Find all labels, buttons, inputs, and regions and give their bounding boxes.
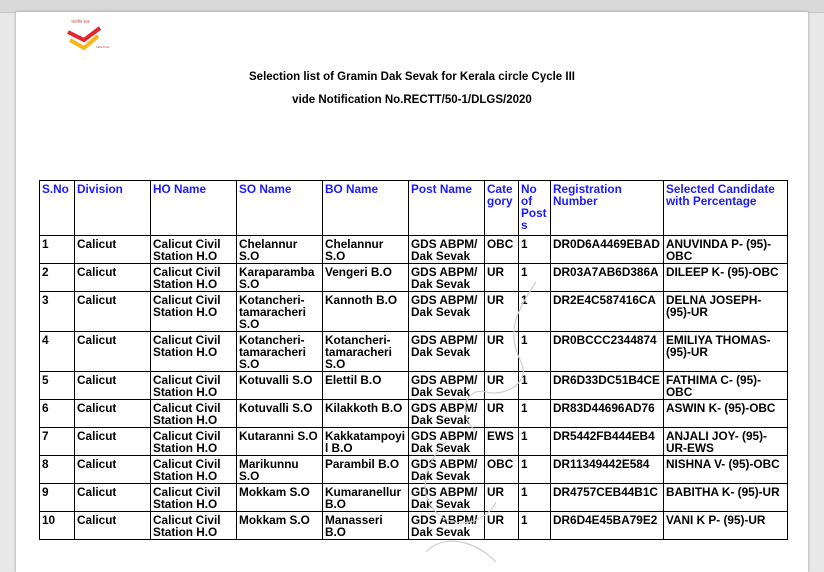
- header-post-name: Post Name: [409, 181, 485, 236]
- cell-post-name: GDS ABPM/ Dak Sevak: [409, 512, 485, 540]
- cell-bo-name: Kotancheri-tamaracheri S.O: [323, 332, 409, 372]
- cell-so-name: Kotuvalli S.O: [237, 372, 323, 400]
- document-page: [16, 12, 808, 572]
- cell-sno: 4: [40, 332, 75, 372]
- cell-no-of-posts: 1: [519, 264, 551, 292]
- cell-selected-candidate: EMILIYA THOMAS-(95)-UR: [664, 332, 788, 372]
- cell-sno: 3: [40, 292, 75, 332]
- cell-category: UR: [485, 332, 519, 372]
- cell-no-of-posts: 1: [519, 236, 551, 264]
- cell-so-name: Kotancheri-tamaracheri S.O: [237, 292, 323, 332]
- cell-bo-name: Elettil B.O: [323, 372, 409, 400]
- cell-post-name: GDS ABPM/ Dak Sevak: [409, 428, 485, 456]
- cell-division: Calicut: [75, 428, 151, 456]
- header-division: Division: [75, 181, 151, 236]
- cell-ho-name: Calicut Civil Station H.O: [151, 372, 237, 400]
- cell-sno: 2: [40, 264, 75, 292]
- cell-category: OBC: [485, 456, 519, 484]
- cell-post-name: GDS ABPM/ Dak Sevak: [409, 332, 485, 372]
- cell-division: Calicut: [75, 400, 151, 428]
- cell-selected-candidate: ASWIN K- (95)-OBC: [664, 400, 788, 428]
- cell-registration-number: DR83D44696AD76: [551, 400, 664, 428]
- table-header-row: [40, 181, 788, 236]
- cell-sno: 1: [40, 236, 75, 264]
- table-row: [40, 236, 788, 264]
- cell-sno: 8: [40, 456, 75, 484]
- header-ho-name: HO Name: [151, 181, 237, 236]
- header-so-name: SO Name: [237, 181, 323, 236]
- cell-so-name: Mokkam S.O: [237, 512, 323, 540]
- cell-registration-number: DR6D4E45BA79E2: [551, 512, 664, 540]
- cell-division: Calicut: [75, 484, 151, 512]
- cell-division: Calicut: [75, 236, 151, 264]
- cell-registration-number: DR03A7AB6D386A: [551, 264, 664, 292]
- cell-sno: 10: [40, 512, 75, 540]
- cell-category: UR: [485, 292, 519, 332]
- cell-bo-name: Kilakkoth B.O: [323, 400, 409, 428]
- cell-post-name: GDS ABPM/ Dak Sevak: [409, 264, 485, 292]
- cell-ho-name: Calicut Civil Station H.O: [151, 236, 237, 264]
- cell-sno: 7: [40, 428, 75, 456]
- cell-no-of-posts: 1: [519, 332, 551, 372]
- header-bo-name: BO Name: [323, 181, 409, 236]
- cell-registration-number: DR0BCCC2344874: [551, 332, 664, 372]
- header-sno: S.No: [40, 181, 75, 236]
- cell-registration-number: DR5442FB444EB4: [551, 428, 664, 456]
- cell-so-name: Marikunnu S.O: [237, 456, 323, 484]
- cell-ho-name: Calicut Civil Station H.O: [151, 428, 237, 456]
- cell-category: UR: [485, 400, 519, 428]
- cell-division: Calicut: [75, 264, 151, 292]
- cell-bo-name: Kannoth B.O: [323, 292, 409, 332]
- cell-no-of-posts: 1: [519, 372, 551, 400]
- cell-ho-name: Calicut Civil Station H.O: [151, 512, 237, 540]
- cell-selected-candidate: BABITHA K- (95)-UR: [664, 484, 788, 512]
- cell-category: EWS: [485, 428, 519, 456]
- cell-division: Calicut: [75, 456, 151, 484]
- logo-hindi-text: भारतीय डाक: [71, 19, 90, 24]
- cell-category: UR: [485, 372, 519, 400]
- cell-sno: 9: [40, 484, 75, 512]
- cell-so-name: Chelannur S.O: [237, 236, 323, 264]
- cell-ho-name: Calicut Civil Station H.O: [151, 292, 237, 332]
- cell-bo-name: Vengeri B.O: [323, 264, 409, 292]
- cell-post-name: GDS ABPM/ Dak Sevak: [409, 372, 485, 400]
- cell-post-name: GDS ABPM/ Dak Sevak: [409, 400, 485, 428]
- cell-registration-number: DR11349442E584: [551, 456, 664, 484]
- cell-bo-name: Parambil B.O: [323, 456, 409, 484]
- watermark-seal: [386, 272, 566, 572]
- cell-so-name: Mokkam S.O: [237, 484, 323, 512]
- cell-category: UR: [485, 484, 519, 512]
- cell-selected-candidate: FATHIMA C- (95)-OBC: [664, 372, 788, 400]
- cell-division: Calicut: [75, 512, 151, 540]
- cell-bo-name: Manasseri B.O: [323, 512, 409, 540]
- cell-no-of-posts: 1: [519, 428, 551, 456]
- logo-english-text: India Post: [96, 45, 110, 49]
- cell-bo-name: Kakkatampoyil B.O: [323, 428, 409, 456]
- document-title: Selection list of Gramin Dak Sevak for Kerala circle Cycle III: [249, 71, 575, 83]
- cell-post-name: GDS ABPM/ Dak Sevak: [409, 292, 485, 332]
- cell-category: UR: [485, 512, 519, 540]
- cell-bo-name: Chelannur S.O: [323, 236, 409, 264]
- cell-ho-name: Calicut Civil Station H.O: [151, 400, 237, 428]
- document-subtitle: vide Notification No.RECTT/50-1/DLGS/2020: [292, 94, 532, 106]
- cell-so-name: Kotancheri-tamaracheri S.O: [237, 332, 323, 372]
- cell-no-of-posts: 1: [519, 484, 551, 512]
- cell-no-of-posts: 1: [519, 512, 551, 540]
- cell-registration-number: DR6D33DC51B4CE: [551, 372, 664, 400]
- header-no-of-posts: No of Posts: [519, 181, 551, 236]
- cell-post-name: GDS ABPM/ Dak Sevak: [409, 456, 485, 484]
- cell-ho-name: Calicut Civil Station H.O: [151, 456, 237, 484]
- cell-category: OBC: [485, 236, 519, 264]
- cell-category: UR: [485, 264, 519, 292]
- cell-sno: 6: [40, 400, 75, 428]
- cell-post-name: GDS ABPM/ Dak Sevak: [409, 484, 485, 512]
- cell-bo-name: Kumaranellur B.O: [323, 484, 409, 512]
- cell-selected-candidate: DELNA JOSEPH-(95)-UR: [664, 292, 788, 332]
- cell-no-of-posts: 1: [519, 456, 551, 484]
- cell-selected-candidate: VANI K P- (95)-UR: [664, 512, 788, 540]
- cell-registration-number: DR4757CEB44B1C: [551, 484, 664, 512]
- cell-selected-candidate: NISHNA V- (95)-OBC: [664, 456, 788, 484]
- cell-no-of-posts: 1: [519, 292, 551, 332]
- header-selected-candidate: Selected Candidate with Percentage: [664, 181, 788, 236]
- cell-so-name: Karaparamba S.O: [237, 264, 323, 292]
- cell-division: Calicut: [75, 332, 151, 372]
- cell-ho-name: Calicut Civil Station H.O: [151, 264, 237, 292]
- cell-ho-name: Calicut Civil Station H.O: [151, 332, 237, 372]
- header-registration-number: Registration Number: [551, 181, 664, 236]
- cell-no-of-posts: 1: [519, 400, 551, 428]
- cell-so-name: Kotuvalli S.O: [237, 400, 323, 428]
- cell-registration-number: DR0D6A4469EBAD: [551, 236, 664, 264]
- cell-selected-candidate: ANUVINDA P- (95)-OBC: [664, 236, 788, 264]
- cell-division: Calicut: [75, 292, 151, 332]
- cell-selected-candidate: ANJALI JOY- (95)-UR-EWS: [664, 428, 788, 456]
- cell-division: Calicut: [75, 372, 151, 400]
- cell-ho-name: Calicut Civil Station H.O: [151, 484, 237, 512]
- cell-selected-candidate: DILEEP K- (95)-OBC: [664, 264, 788, 292]
- cell-so-name: Kutaranni S.O: [237, 428, 323, 456]
- cell-sno: 5: [40, 372, 75, 400]
- header-category: Category: [485, 181, 519, 236]
- cell-registration-number: DR2E4C587416CA: [551, 292, 664, 332]
- cell-post-name: GDS ABPM/ Dak Sevak: [409, 236, 485, 264]
